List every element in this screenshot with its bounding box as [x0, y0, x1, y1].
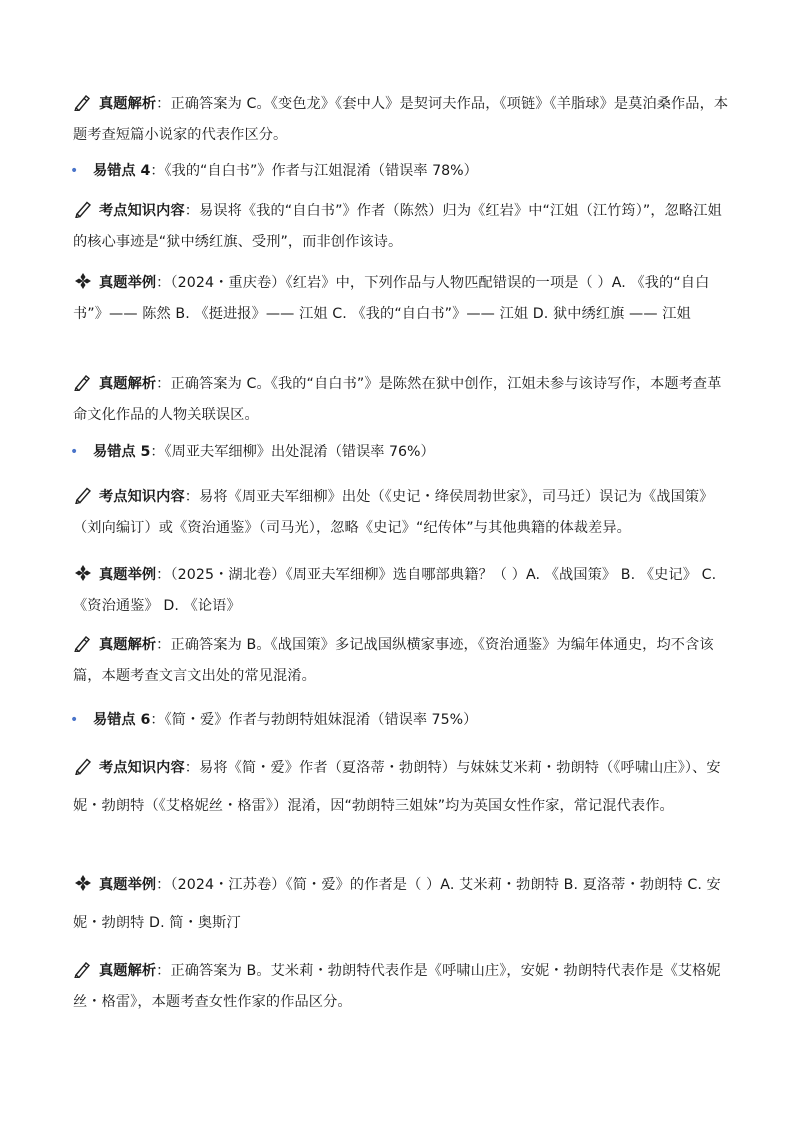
body-text: 易将《简・爱》作者（夏洛蒂・勃朗特）与妹妹艾米莉・勃朗特（《呼啸山庄》）、安妮・勃朗特（《艾格妮丝・格雷》）混淆，因“勃朗特三姐妹”均为英国女性作家，常记混代表作。	[73, 760, 721, 814]
example-paragraph: 真题举例：（2025・湖北卷）《周亚夫军细柳》选自哪部典籍？（ ）A. 《战国策》 B. 《史记》 C. 《资治通鉴》 D. 《论语》	[73, 560, 733, 622]
label: 真题解析	[99, 637, 157, 653]
bullet-icon: •	[70, 444, 79, 460]
label: 真题举例	[99, 567, 157, 583]
body-text: 《简・爱》作者与勃朗特姐妹混淆（错误率 75%）	[164, 712, 478, 728]
label: 考点知识内容	[99, 203, 185, 219]
knowledge-paragraph: 考点知识内容：易将《简・爱》作者（夏洛蒂・勃朗特）与妹妹艾米莉・勃朗特（《呼啸山庄》）、安妮・勃朗特（《艾格妮丝・格雷》）混淆，因“勃朗特三姐妹”均为英国女性作家，常记混代表作。	[73, 749, 733, 825]
analysis-paragraph: 真题解析：正确答案为 C。《变色龙》《套中人》是契诃夫作品，《项链》《羊脂球》是莫泊桑作品，本题考查短篇小说家的代表作区分。	[73, 89, 733, 151]
body-text: （2024・重庆卷）《红岩》中，下列作品与人物匹配错误的一项是（ ）A. 《我的“自白书”》—— 陈然 B. 《挺进报》—— 江姐 C. 《我的“自白书”》—— 江姐 D. 狱中绣红旗 —— 江姐	[73, 275, 710, 322]
example-paragraph: 真题举例：（2024・重庆卷）《红岩》中，下列作品与人物匹配错误的一项是（ ）A. 《我的“自白书”》—— 陈然 B. 《挺进报》—— 江姐 C. 《我的“自白书”》—— 江姐 D. 狱中绣红旗 —— 江姐	[73, 268, 733, 330]
diamond-cluster-icon	[73, 272, 93, 290]
body-text: 《我的“自白书”》作者与江姐混淆（错误率 78%）	[164, 163, 478, 179]
pencil-ruler-icon	[73, 373, 93, 391]
error-point-heading: 易错点 5：《周亚夫军细柳》出处混淆（错误率 76%）	[93, 444, 435, 460]
label: 真题举例	[99, 275, 157, 291]
pencil-ruler-icon	[73, 634, 93, 652]
knowledge-paragraph: 考点知识内容：易误将《我的“自白书”》作者（陈然）归为《红岩》中“江姐（江竹筠）”，忽略江姐的核心事迹是“狱中绣红旗、受刑”，而非创作该诗。	[73, 196, 733, 258]
pencil-icon	[73, 757, 93, 775]
diamond-cluster-icon	[73, 564, 93, 582]
label: 真题解析	[99, 96, 157, 112]
error-point-heading: 易错点 4：《我的“自白书”》作者与江姐混淆（错误率 78%）	[93, 163, 478, 179]
body-text: （2024・江苏卷）《简・爱》的作者是（ ）A. 艾米莉・勃朗特 B. 夏洛蒂・勃朗特 C. 安妮・勃朗特 D. 简・奥斯汀	[73, 877, 721, 931]
body-text: 正确答案为 B。艾米莉・勃朗特代表作是《呼啸山庄》，安妮・勃朗特代表作是《艾格妮丝・格雷》，本题考查女性作家的作品区分。	[73, 963, 721, 1010]
knowledge-paragraph: 考点知识内容：易将《周亚夫军细柳》出处（《史记・绛侯周勃世家》，司马迁）误记为《战国策》（刘向编订）或《资治通鉴》（司马光），忽略《史记》“纪传体”与其他典籍的体裁差异。	[73, 482, 733, 544]
analysis-paragraph: 真题解析：正确答案为 B。艾米莉・勃朗特代表作是《呼啸山庄》，安妮・勃朗特代表作是《艾格妮丝・格雷》，本题考查女性作家的作品区分。	[73, 956, 733, 1018]
bullet-icon: •	[70, 712, 79, 728]
diamond-cluster-icon	[73, 874, 93, 892]
body-text: 正确答案为 C。《我的“自白书”》是陈然在狱中创作，江姐未参与该诗写作，本题考查革命文化作品的人物关联误区。	[73, 376, 722, 423]
label: 考点知识内容	[99, 760, 185, 776]
body-text: 正确答案为 B。《战国策》多记战国纵横家事迹，《资治通鉴》为编年体通史，均不含该篇，本题考查文言文出处的常见混淆。	[73, 637, 714, 684]
bullet-icon: •	[70, 163, 79, 179]
pencil-ruler-icon	[73, 93, 93, 111]
label: 易错点 5	[93, 444, 151, 460]
error-point-heading: 易错点 6：《简・爱》作者与勃朗特姐妹混淆（错误率 75%）	[93, 712, 478, 728]
label: 真题解析	[99, 376, 157, 392]
body-text: 易误将《我的“自白书”》作者（陈然）归为《红岩》中“江姐（江竹筠）”，忽略江姐的核心事迹是“狱中绣红旗、受刑”，而非创作该诗。	[73, 203, 722, 250]
body-text: （2025・湖北卷）《周亚夫军细柳》选自哪部典籍？（ ）A. 《战国策》 B. 《史记》 C. 《资治通鉴》 D. 《论语》	[73, 567, 717, 614]
label: 考点知识内容	[99, 489, 185, 505]
example-paragraph: 真题举例：（2024・江苏卷）《简・爱》的作者是（ ）A. 艾米莉・勃朗特 B. 夏洛蒂・勃朗特 C. 安妮・勃朗特 D. 简・奥斯汀	[73, 866, 733, 942]
body-text: 《周亚夫军细柳》出处混淆（错误率 76%）	[164, 444, 435, 460]
body-text: 易将《周亚夫军细柳》出处（《史记・绛侯周勃世家》，司马迁）误记为《战国策》（刘向编订）或《资治通鉴》（司马光），忽略《史记》“纪传体”与其他典籍的体裁差异。	[73, 489, 714, 536]
pencil-icon	[73, 200, 93, 218]
label: 易错点 4	[93, 163, 151, 179]
pencil-ruler-icon	[73, 960, 93, 978]
label: 真题解析	[99, 963, 157, 979]
label: 易错点 6	[93, 712, 151, 728]
label: 真题举例	[99, 877, 157, 893]
body-text: 正确答案为 C。《变色龙》《套中人》是契诃夫作品，《项链》《羊脂球》是莫泊桑作品，本题考查短篇小说家的代表作区分。	[73, 96, 729, 143]
analysis-paragraph: 真题解析：正确答案为 B。《战国策》多记战国纵横家事迹，《资治通鉴》为编年体通史，均不含该篇，本题考查文言文出处的常见混淆。	[73, 630, 733, 692]
analysis-paragraph: 真题解析：正确答案为 C。《我的“自白书”》是陈然在狱中创作，江姐未参与该诗写作，本题考查革命文化作品的人物关联误区。	[73, 369, 733, 431]
pencil-icon	[73, 486, 93, 504]
